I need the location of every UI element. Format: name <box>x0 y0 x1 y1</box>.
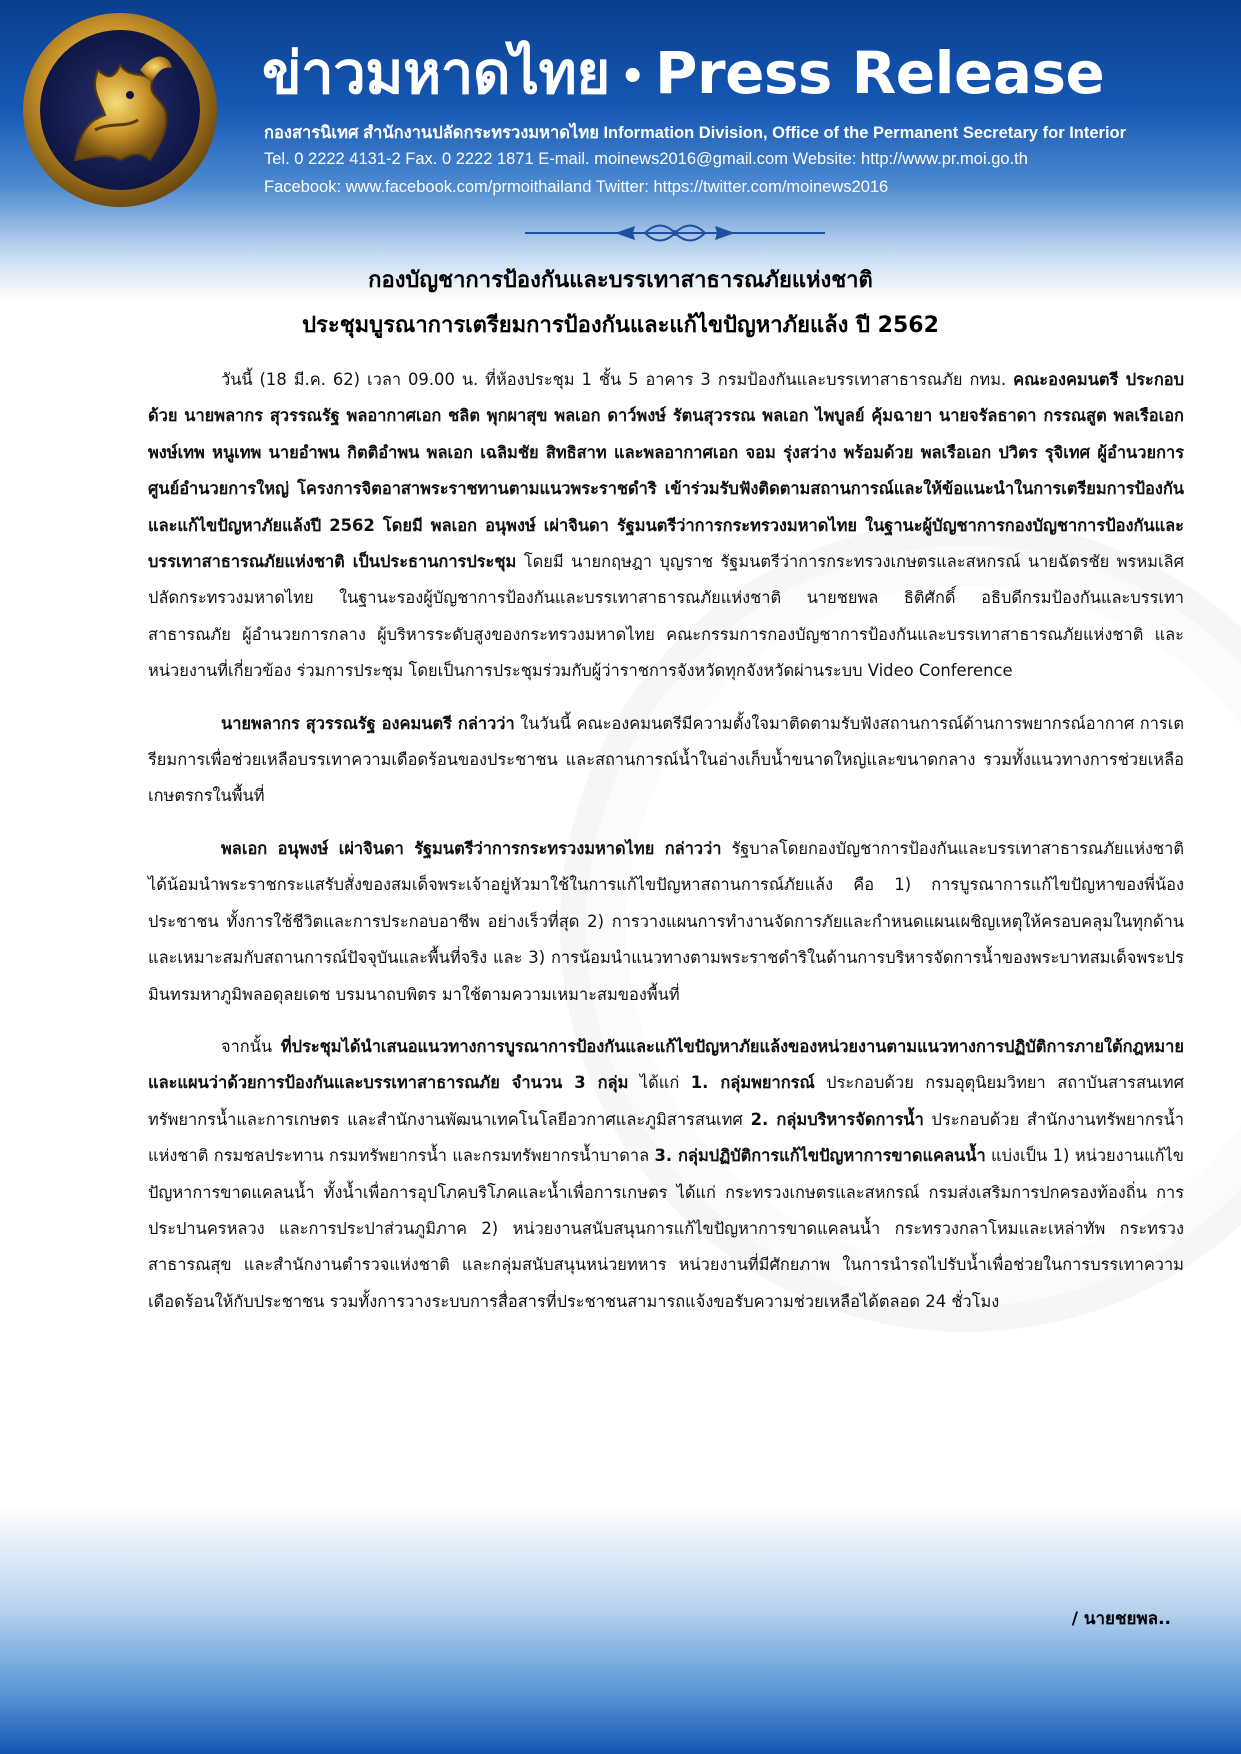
p4-bold: ที่ประชุมได้นำเสนอแนวทางการบูรณาการป้องกันและแก้ไขปัญหาภัยแล้งของหน่วยงานตามแนวทางการปฏิบัติการภายใต้กฎหมายและแผนว่าด้วยการป้องกันและบรรเทาสาธารณภัย จำนวน 3 กลุ่ม <box>148 1036 1184 1093</box>
masthead-title-english: Press Release <box>654 39 1105 107</box>
p3-text: รัฐบาลโดยกองบัญชาการป้องกันและบรรเทาสาธารณภัยแห่งชาติ ได้น้อมนำพระราชกระแสรับสั่งของสมเด็จพระเจ้าอยู่หัวมาใช้ในการแก้ไขปัญหาสถานการณ์ภัยแล้ง คือ 1) การบูรณาการแก้ไขปัญหาของพี่น้องประชาชน ทั้งการใช้ชีวิตและการประกอบอาชีพ อย่างเร็วที่สุด 2) การวางแผนการทำงานจัดการภัยและกำหนดแผนเผชิญเหตุให้ครอบคลุมในทุกด้าน และเหมาะสมกับสถานการณ์ปัจจุบันและพื้นที่จริง และ 3) การน้อมนำแนวทางตามพระราชดำริในด้านการบริหารจัดการน้ำของพระบาทสมเด็จพระปรมินทรมหาภูมิพลอดุลยเดช บรมนาถบพิตร มาใช้ตามความเหมาะสมของพื้นที่ <box>148 838 1184 1004</box>
continued-marker: / นายชยพล.. <box>1071 1609 1171 1629</box>
document-subtitle: ประชุมบูรณาการเตรียมการป้องกันและแก้ไขปัญหาภัยแล้ง ปี 2562 <box>302 313 939 338</box>
masthead-title <box>262 28 1104 118</box>
paragraph-1 <box>148 362 1184 690</box>
paragraph-2 <box>148 706 1184 815</box>
p2-bold: นายพลากร สุวรรณรัฐ องคมนตรี กล่าวว่า <box>221 713 515 733</box>
masthead-separator: • <box>619 53 645 100</box>
p1-text-2: โดยมี นายกฤษฎา บุญราช รัฐมนตรีว่าการกระทรวงเกษตรและสหกรณ์ นายฉัตรชัย พรหมเลิศ ปลัดกระทรวงมหาดไทย ในฐานะรองผู้บัญชาการป้องกันและบรรเทาสาธารณภัยแห่งชาติ นายชยพล ธิติศักดิ์ อธิบดีกรมป้องกันและบรรเทาสาธารณภัย ผู้อำนวยการกลาง ผู้บริหารระดับสูงของกระทรวงมหาดไทย คณะกรรมการกองบัญชาการป้องกันและบรรเทาสาธารณภัยแห่งชาติ และหน่วยงานที่เกี่ยวข้อง ร่วมการประชุม โดยเป็นการประชุมร่วมกับผู้ว่าราชการจังหวัดทุกจังหวัดผ่านระบบ Video Conference <box>148 552 1184 681</box>
p4-text-2: ได้แก่ <box>628 1073 691 1093</box>
p1-bold: คณะองคมนตรี ประกอบด้วย นายพลากร สุวรรณรัฐ พลอากาศเอก ชลิต พุกผาสุข พลเอก ดาว์พงษ์ รัตนสุวรรณ พลเอก ไพบูลย์ คุ้มฉายา นายจรัลธาดา กรรณสูต พลเรือเอก พงษ์เทพ หนูเทพ นายอำพน กิตติอำพน พลเอก เฉลิมชัย สิทธิสาท และพลอากาศเอก จอม รุ่งสว่าง พร้อมด้วย พลเรือเอก ปวิตร รุจิเทศ ผู้อำนวยการศูนย์อำนวยการใหญ่ โครงการจิตอาสาพระราชทานตามแนวพระราชดำริ เข้าร่วมรับฟังติดตามสถานการณ์และให้ข้อแนะนำในการเตรียมการป้องกันและแก้ไขปัญหาภัยแล้งปี 2562 โดยมี พลเอก อนุพงษ์ เผ่าจินดา รัฐมนตรีว่าการกระทรวงมหาดไทย ในฐานะผู้บัญชาการกองบัญชาการป้องกันและบรรเทาสาธารณภัยแห่งชาติ เป็นประธานการประชุม <box>148 370 1184 572</box>
garuda-seal-icon <box>20 10 220 210</box>
p3-bold: พลเอก อนุพงษ์ เผ่าจินดา รัฐมนตรีว่าการกระทรวงมหาดไทย กล่าวว่า <box>221 838 722 858</box>
p4-group-1: 1. กลุ่มพยากรณ์ <box>690 1073 815 1093</box>
paragraph-3 <box>148 831 1184 1013</box>
p2-text: ในวันนี้ คณะองคมนตรีมีความตั้งใจมาติดตามรับฟังสถานการณ์ด้านการพยากรณ์อากาศ การเตรียมการเพื่อช่วยเหลือบรรเทาความเดือดร้อนของประชาชน และสถานการณ์น้ำในอ่างเก็บน้ำขนาดใหญ่และขนาดกลาง รวมทั้งแนวทางการช่วยเหลือเกษตรกรในพื้นที่ <box>148 713 1184 806</box>
masthead-social-line: Facebook: www.facebook.com/prmoithailand Twitter: https://twitter.com/moinews2016 <box>264 178 889 196</box>
p4-text: จากนั้น <box>221 1036 281 1056</box>
masthead-title-thai: ข่าวมหาดไทย <box>262 39 610 107</box>
footer-background <box>0 1504 1241 1754</box>
divider-ornament-icon <box>525 218 825 248</box>
masthead-agency-line: กองสารนิเทศ สำนักงานปลัดกระทรวงมหาดไทย Information Division, Office of the Permanent Secretary for Interior <box>264 124 1127 142</box>
p4-group-3: 3. กลุ่มปฏิบัติการแก้ไขปัญหาการขาดแคลนน้ำ <box>654 1146 986 1166</box>
document-title: กองบัญชาการป้องกันและบรรเทาสาธารณภัยแห่งชาติ <box>368 268 873 293</box>
p1-text: วันนี้ (18 มี.ค. 62) เวลา 09.00 น. ที่ห้องประชุม 1 ชั้น 5 อาคาร 3 กรมป้องกันและบรรเทาสาธารณภัย กทม. <box>221 370 1014 389</box>
p4-text-5: แบ่งเป็น 1) หน่วยงานแก้ไขปัญหาการขาดแคลนน้ำ ทั้งน้ำเพื่อการอุปโภคบริโภคและน้ำเพื่อการเกษตร ได้แก่ กระทรวงเกษตรและสหกรณ์ กรมส่งเสริมการปกครองท้องถิ่น การประปานครหลวง และการประปาส่วนภูมิภาค 2) หน่วยงานสนับสนุนการแก้ไขปัญหาการขาดแคลนน้ำ กระทรวงกลาโหมและเหล่าทัพ กระทรวงสาธารณสุข และสำนักงานตำรวจแห่งชาติ และกลุ่มสนับสนุนหน่วยทหาร หน่วยงานที่มีศักยภาพ ในการนำรถไปรับน้ำเพื่อช่วยในการบรรเทาความเดือดร้อนให้กับประชาชน รวมทั้งการวางระบบการสื่อสารที่ประชาชนสามารถแจ้งขอรับความช่วยเหลือได้ตลอด 24 ชั่วโมง <box>148 1146 1184 1311</box>
p4-group-2: 2. กลุ่มบริหารจัดการน้ำ <box>750 1109 924 1129</box>
article-body <box>148 362 1184 1336</box>
paragraph-4 <box>148 1029 1184 1320</box>
p4-text-3: ประกอบด้วย กรมอุตุนิยมวิทยา สถาบันสารสนเทศทรัพยากรน้ำและการเกษตร และสำนักงานพัฒนาเทคโนโลยีอวกาศและภูมิสารสนเทศ <box>148 1073 1184 1129</box>
masthead-contact-line: Tel. 0 2222 4131-2 Fax. 0 2222 1871 E-mail. moinews2016@gmail.com Website: http://www.pr.moi.go.th <box>264 150 1028 168</box>
p4-text-4: ประกอบด้วย สำนักงานทรัพยากรน้ำแห่งชาติ กรมชลประทาน กรมทรัพยากรน้ำ และกรมทรัพยากรน้ำบาดาล <box>148 1109 1184 1166</box>
